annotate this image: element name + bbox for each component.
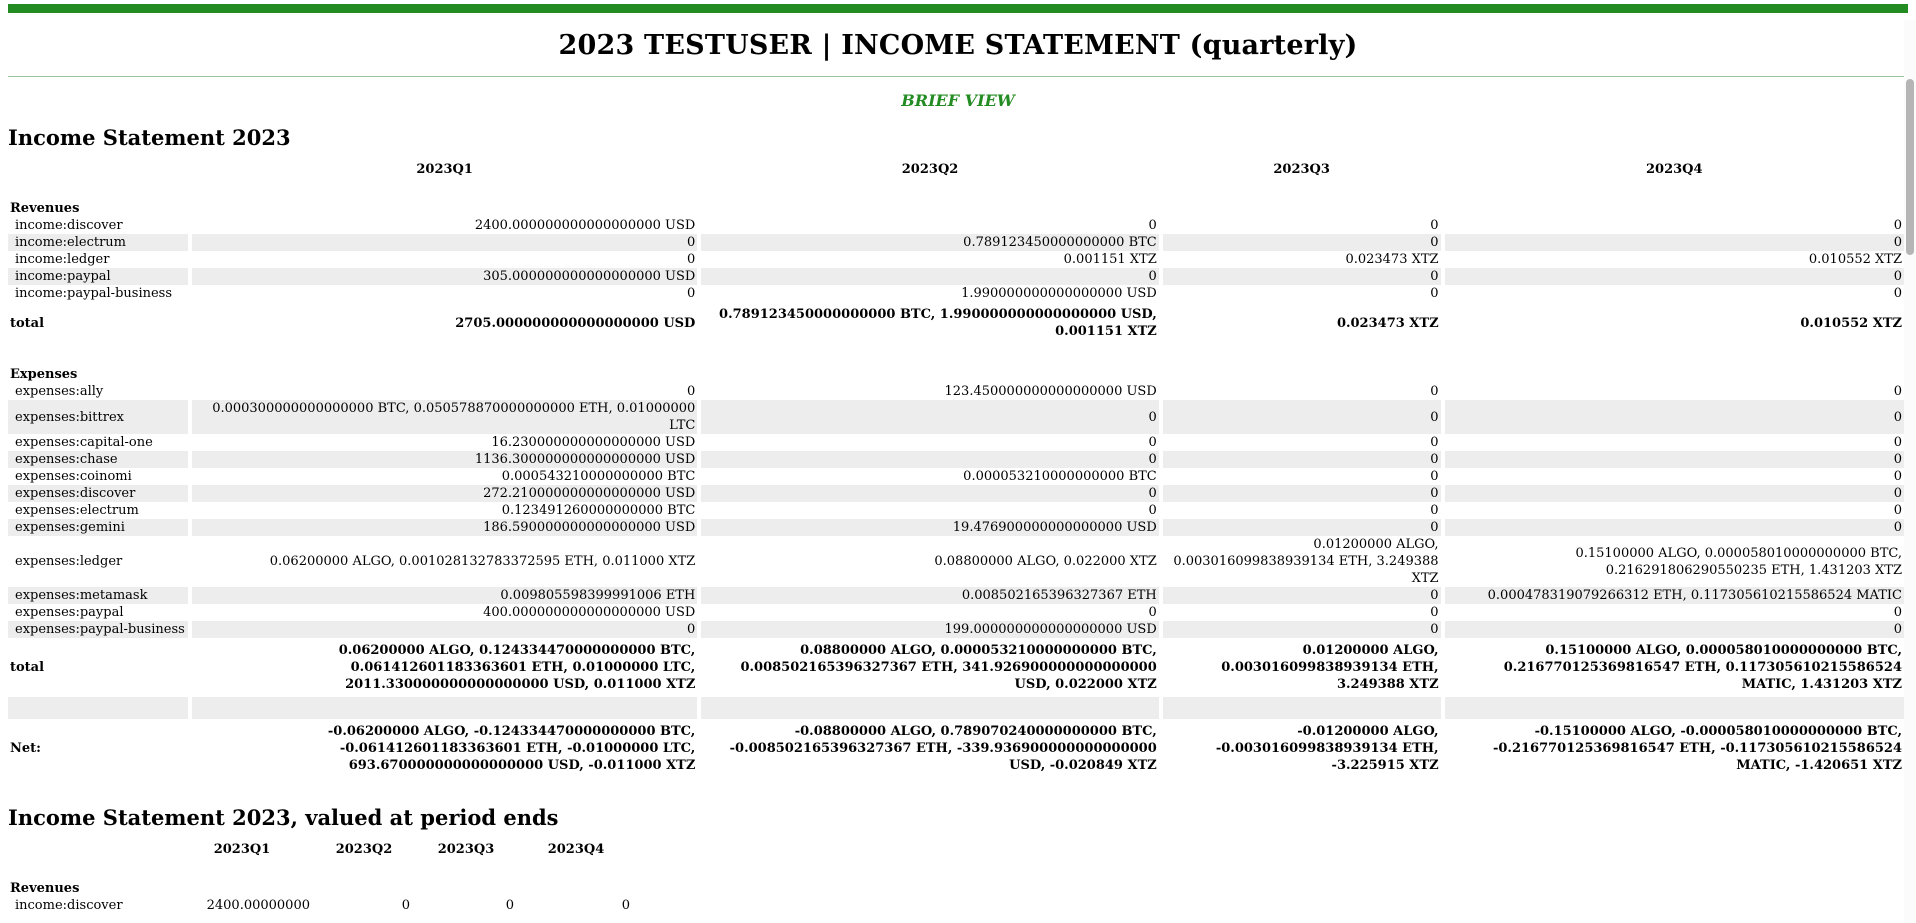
amount-cell: 0	[1445, 621, 1904, 638]
spacer-row	[8, 344, 1904, 366]
empty-cell	[192, 200, 697, 217]
empty-cell	[1163, 200, 1441, 217]
account-name: expenses:discover	[8, 485, 188, 502]
account-name: expenses:bittrex	[8, 400, 188, 434]
empty-cell	[1163, 697, 1441, 719]
amount-cell: 0	[1893, 435, 1902, 450]
amount-cell: 0	[1445, 268, 1904, 285]
account-row	[8, 536, 1904, 587]
empty-cell	[1163, 178, 1441, 200]
section-row	[8, 200, 1904, 217]
amount-cell: 0	[1163, 621, 1441, 638]
amount-cell: 0	[687, 252, 696, 267]
empty-cell	[701, 200, 1158, 217]
amount-cell: 0	[701, 268, 1158, 285]
amount-cell: 0	[1893, 218, 1902, 233]
account-row	[8, 604, 1904, 621]
amount-cell: 0	[1445, 400, 1904, 434]
amount-cell: 0.023473 XTZ	[1345, 252, 1439, 267]
amount-cell: 0	[1430, 286, 1439, 301]
amount-cell: 0	[1445, 234, 1904, 251]
page-title: 2023 TESTUSER | INCOME STATEMENT (quarterly)	[558, 30, 1358, 61]
amount-cell: 305.000000000000000000 USD	[192, 268, 697, 285]
total-amount-cell: -0.15100000 ALGO, -0.000058010000000000 BTC, -0.216770125369816547 ETH, -0.117305610215586524 MATIC, -1.420651 XTZ	[1492, 724, 1902, 773]
amount-cell: 0.123491260000000000 BTC	[501, 503, 696, 518]
amount-cell: 1136.300000000000000000 USD	[192, 451, 697, 468]
account-name: expenses:gemini	[8, 519, 188, 536]
total-amount-cell: 0.023473 XTZ	[1336, 315, 1439, 331]
amount-cell: 0.000543210000000000 BTC	[501, 469, 696, 484]
account-row	[8, 234, 1904, 251]
account-name: expenses:metamask	[8, 587, 188, 604]
amount-cell: 0	[1445, 485, 1904, 502]
total-amount-cell: 2705.000000000000000000 USD	[455, 315, 696, 331]
amount-cell: 123.450000000000000000 USD	[944, 384, 1157, 399]
empty-cell	[701, 178, 1158, 200]
empty-cell	[1445, 178, 1904, 200]
amount-cell: 0	[1148, 605, 1157, 620]
empty-cell	[1445, 697, 1904, 719]
amount-cell: 19.476900000000000000 USD	[701, 519, 1158, 536]
empty-cell	[8, 344, 188, 366]
quarter-column-header: 2023Q1	[416, 162, 473, 177]
account-name: income:discover	[15, 218, 123, 233]
section-header: Expenses	[10, 367, 78, 382]
amount-cell: 0.009805598399991006 ETH	[192, 587, 697, 604]
amount-cell: 0	[701, 485, 1158, 502]
account-row	[8, 621, 1904, 638]
total-label: Net:	[10, 741, 41, 756]
account-name: expenses:chase	[8, 451, 188, 468]
account-column-header	[8, 161, 188, 178]
quarter-column-header: 2023Q2	[335, 842, 393, 857]
amount-cell: 0	[401, 898, 410, 913]
total-amount-cell: -0.01200000 ALGO, -0.003016099838939134 ETH, -3.225915 XTZ	[1215, 724, 1439, 773]
account-row	[8, 502, 1904, 519]
account-row	[8, 468, 1904, 485]
quarter-column-header: 2023Q4	[547, 842, 605, 857]
total-amount-cell: 0.789123450000000000 BTC, 1.990000000000000000 USD, 0.001151 XTZ	[719, 307, 1157, 339]
amount-cell: 0	[1163, 268, 1441, 285]
spacer-row	[8, 178, 1904, 200]
empty-cell	[520, 880, 632, 897]
total-row	[8, 302, 1904, 344]
amount-cell: 0	[1163, 485, 1441, 502]
total-row	[8, 719, 1904, 778]
amount-cell: 0	[192, 234, 697, 251]
amount-cell: 0	[1148, 503, 1157, 518]
empty-cell	[172, 880, 312, 897]
account-row	[8, 897, 632, 914]
account-row	[8, 451, 1904, 468]
empty-cell	[8, 697, 188, 719]
quarter-column-header: 2023Q4	[1646, 162, 1703, 177]
account-name: income:discover	[15, 898, 123, 913]
amount-cell: 0	[1163, 587, 1441, 604]
empty-cell	[520, 858, 632, 880]
account-name: expenses:ally	[15, 384, 104, 399]
empty-cell	[316, 880, 412, 897]
amount-cell: 0.08800000 ALGO, 0.022000 XTZ	[934, 554, 1157, 569]
account-name: expenses:ledger	[15, 554, 123, 569]
empty-cell	[192, 366, 697, 383]
account-row	[8, 383, 1904, 400]
spacer-row	[8, 858, 632, 880]
total-amount-cell: -0.06200000 ALGO, -0.124334470000000000 BTC, -0.061412601183363601 ETH, -0.01000000 LTC, 693.670000000000000000 USD, -0.011000 XTZ	[327, 724, 696, 773]
total-label: total	[10, 660, 45, 675]
amount-cell: 0	[1445, 451, 1904, 468]
amount-cell: 0	[1893, 503, 1902, 518]
amount-cell: 1.990000000000000000 USD	[961, 286, 1157, 301]
quarter-column-header: 2023Q3	[437, 842, 495, 857]
income-statement-table	[4, 161, 1908, 778]
amount-cell: 0.010552 XTZ	[1808, 252, 1902, 267]
amount-cell: 0.001151 XTZ	[1063, 252, 1157, 267]
account-name: expenses:capital-one	[15, 435, 153, 450]
account-name: expenses:electrum	[15, 503, 139, 518]
empty-cell	[8, 858, 168, 880]
spacer-row	[8, 697, 1904, 719]
total-amount-cell: 0.15100000 ALGO, 0.000058010000000000 BTC, 0.216770125369816547 ETH, 0.117305610215586524 MATIC, 1.431203 XTZ	[1503, 643, 1902, 692]
amount-cell: 0.01200000 ALGO, 0.003016099838939134 ETH, 3.249388 XTZ	[1173, 537, 1439, 586]
amount-cell: 0	[1430, 218, 1439, 233]
empty-cell	[1163, 344, 1441, 366]
amount-cell: 0	[1893, 286, 1902, 301]
amount-cell: 0	[1148, 218, 1157, 233]
vertical-scrollbar-thumb[interactable]	[1906, 79, 1914, 255]
empty-cell	[1445, 344, 1904, 366]
amount-cell: 0	[1893, 384, 1902, 399]
total-amount-cell: 0.01200000 ALGO, 0.003016099838939134 ETH, 3.249388 XTZ	[1221, 643, 1439, 692]
account-row	[8, 217, 1904, 234]
amount-cell: 0.06200000 ALGO, 0.001028132783372595 ETH, 0.011000 XTZ	[269, 554, 696, 569]
account-row	[8, 400, 1904, 434]
amount-cell: 16.230000000000000000 USD	[491, 435, 696, 450]
view-mode-label: BRIEF VIEW	[901, 91, 1015, 110]
income-statement-valued-table	[4, 841, 636, 914]
amount-cell: 199.000000000000000000 USD	[701, 621, 1158, 638]
empty-cell	[416, 858, 516, 880]
total-amount-cell: 0.06200000 ALGO, 0.124334470000000000 BTC, 0.061412601183363601 ETH, 0.01000000 LTC, 2011.330000000000000000 USD, 0.011000 XTZ	[338, 643, 696, 692]
column-header-row	[8, 841, 632, 858]
account-row	[8, 434, 1904, 451]
report2-heading: Income Statement 2023, valued at period ends	[8, 805, 559, 830]
empty-cell	[701, 344, 1158, 366]
account-name: income:ledger	[15, 252, 110, 267]
amount-cell: 0	[1430, 503, 1439, 518]
top-accent-bar	[8, 4, 1908, 13]
section-row	[8, 880, 632, 897]
empty-cell	[192, 697, 697, 719]
quarter-column-header: 2023Q2	[901, 162, 959, 177]
quarter-column-header: 2023Q1	[213, 842, 271, 857]
amount-cell: 0	[687, 384, 696, 399]
amount-cell: 0	[1430, 469, 1439, 484]
amount-cell: 0	[192, 621, 697, 638]
account-column-header	[8, 841, 168, 858]
account-name: income:paypal-business	[15, 286, 173, 301]
empty-cell	[1445, 200, 1904, 217]
account-name: income:electrum	[8, 234, 188, 251]
amount-cell: 0	[1163, 451, 1441, 468]
empty-cell	[416, 880, 516, 897]
column-header-row	[8, 161, 1904, 178]
total-amount-cell: 0.010552 XTZ	[1800, 315, 1902, 331]
empty-cell	[1163, 366, 1441, 383]
amount-cell: 0	[1430, 605, 1439, 620]
amount-cell: 0	[1430, 435, 1439, 450]
amount-cell: 0	[1148, 435, 1157, 450]
amount-cell: 272.210000000000000000 USD	[192, 485, 697, 502]
amount-cell: 0.008502165396327367 ETH	[701, 587, 1158, 604]
total-amount-cell: -0.08800000 ALGO, 0.789070240000000000 BTC, -0.008502165396327367 ETH, -339.936900000000000000 USD, -0.020849 XTZ	[729, 724, 1157, 773]
empty-cell	[316, 858, 412, 880]
section-header: Revenues	[10, 881, 80, 896]
amount-cell: 0	[687, 286, 696, 301]
amount-cell: 0	[701, 451, 1158, 468]
amount-cell: 0	[1893, 605, 1902, 620]
account-row	[8, 519, 1904, 536]
empty-cell	[1445, 366, 1904, 383]
amount-cell: 0.000300000000000000 BTC, 0.050578870000000000 ETH, 0.01000000 LTC	[192, 400, 697, 434]
empty-cell	[192, 178, 697, 200]
section-header: Revenues	[10, 201, 80, 216]
amount-cell: 0	[1163, 400, 1441, 434]
amount-cell: 0.15100000 ALGO, 0.000058010000000000 BTC, 0.216291806290550235 ETH, 1.431203 XTZ	[1575, 545, 1902, 578]
amount-cell: 0	[505, 898, 514, 913]
account-row	[8, 587, 1904, 604]
amount-cell: 400.000000000000000000 USD	[483, 605, 696, 620]
amount-cell: 0	[1893, 469, 1902, 484]
account-name: expenses:coinomi	[15, 469, 132, 484]
account-name: income:paypal	[8, 268, 188, 285]
account-row	[8, 285, 1904, 302]
title-divider	[8, 76, 1908, 77]
account-row	[8, 485, 1904, 502]
quarter-column-header: 2023Q3	[1273, 162, 1330, 177]
section-row	[8, 366, 1904, 383]
amount-cell: 0	[701, 400, 1158, 434]
empty-cell	[192, 344, 697, 366]
amount-cell: 0	[1163, 519, 1441, 536]
amount-cell: 0.000053210000000000 BTC	[963, 469, 1157, 484]
report1-heading: Income Statement 2023	[8, 125, 291, 150]
account-row	[8, 251, 1904, 268]
account-name: expenses:paypal-business	[8, 621, 188, 638]
total-row	[8, 638, 1904, 697]
amount-cell: 2400.000000000000000000 USD	[474, 218, 696, 233]
total-label: total	[10, 315, 45, 331]
empty-cell	[8, 178, 188, 200]
account-row	[8, 268, 1904, 285]
amount-cell: 2400.00000000	[206, 898, 310, 913]
empty-cell	[701, 697, 1158, 719]
amount-cell: 186.590000000000000000 USD	[192, 519, 697, 536]
amount-cell: 0	[1445, 519, 1904, 536]
account-name: expenses:paypal	[15, 605, 124, 620]
empty-cell	[701, 366, 1158, 383]
amount-cell: 0	[1163, 234, 1441, 251]
amount-cell: 0	[1430, 384, 1439, 399]
report-page	[8, 4, 1908, 914]
total-amount-cell: 0.08800000 ALGO, 0.000053210000000000 BTC, 0.008502165396327367 ETH, 341.926900000000000000 USD, 0.022000 XTZ	[740, 643, 1157, 692]
empty-cell	[172, 858, 312, 880]
amount-cell: 0.000478319079266312 ETH, 0.117305610215586524 MATIC	[1445, 587, 1904, 604]
amount-cell: 0.789123450000000000 BTC	[701, 234, 1158, 251]
amount-cell: 0	[621, 898, 630, 913]
